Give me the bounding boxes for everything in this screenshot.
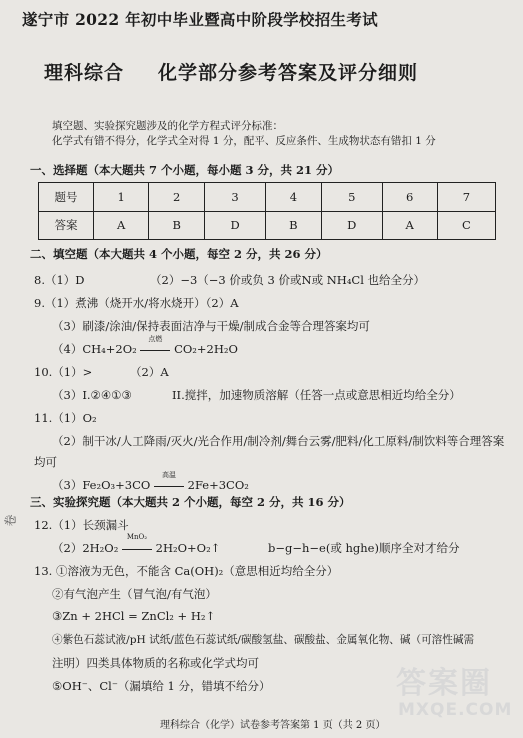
answer-q12-2: [52, 533, 221, 556]
answer-q13-3: ③Zn + 2HCl = ZnCl₂ + H₂↑: [52, 609, 216, 623]
condition-label: MnO₂: [126, 533, 148, 541]
reaction-condition: [140, 335, 170, 356]
answer-row: [39, 211, 496, 240]
reaction-arrow: [140, 350, 170, 351]
answer-q8-2: （2）−3（−3 价或负 3 价或N或 NH₄Cl 也给全分）: [150, 273, 426, 287]
answer-q10-2: （2）A: [130, 365, 169, 379]
answer-cell: B: [149, 211, 205, 240]
answer-q9-3: （3）刷漆/涂油/保持表面洁净与干燥/制成合金等合理答案均可: [52, 319, 370, 333]
answer-q11-1: 11.（1）O₂: [34, 411, 97, 425]
section-3-title: 三、实验探究题（本大题共 2 个小题，每空 2 分，共 16 分）: [30, 495, 351, 509]
answer-q13-4: ④紫色石蕊试液/pH 试纸/蓝色石蕊试纸/碳酸氢盐、碳酸盐、金属氧化物、碱（可溶性碱需: [52, 634, 475, 646]
equation-reactants: （4）CH₄+2O₂: [52, 342, 137, 356]
margin-mark: 卷: [3, 514, 18, 527]
answer-q13-5: ⑤OH⁻、Cl⁻（漏填给 1 分，错填不给分）: [52, 679, 271, 693]
equation-products: CO₂+2H₂O: [174, 342, 238, 356]
question-number: 2: [149, 183, 205, 212]
answer-q8-1: 8.（1）D: [34, 273, 85, 287]
watermark-logo: [388, 658, 518, 730]
question-number: 5: [321, 183, 382, 212]
reaction-condition: [122, 533, 152, 555]
equation-products: 2Fe+3CO₂: [187, 478, 249, 492]
scoring-note-1: 填空题、实验探究题涉及的化学方程式评分标准：: [52, 120, 283, 132]
equation-products: 2H₂O+O₂↑: [155, 541, 221, 555]
answer-q12-2c: b−g−h−e(或 hghe)顺序全对才给分: [268, 541, 460, 555]
question-number: 7: [437, 183, 495, 212]
answer-q10-3b: II.搅拌，加速物质溶解（任答一点或意思相近均给全分）: [172, 388, 461, 402]
answer-cell: A: [94, 211, 149, 240]
condition-label: 点燃: [148, 335, 163, 343]
answer-q10-1: 10.（1）>: [34, 365, 93, 379]
scoring-note-2: 化学式有错不得分，化学式全对得 1 分，配平、反应条件、生成物状态有错扣 1 分: [52, 135, 436, 147]
answer-cell: A: [382, 211, 437, 240]
reaction-condition: [154, 471, 184, 492]
exam-title: 遂宁市 2022 年初中毕业暨高中阶段学校招生考试: [22, 10, 378, 29]
answer-q11-2b: 均可: [34, 455, 57, 469]
question-number: 3: [205, 183, 266, 212]
answer-q9-1: 9.（1）煮沸（烧开水/将水烧开）（2）A: [34, 296, 239, 310]
answer-q13-2: ②有气泡产生（冒气泡/有气泡）: [52, 587, 217, 601]
reaction-arrow: [122, 549, 152, 550]
answer-cell: C: [437, 211, 495, 240]
answer-cell: B: [265, 211, 321, 240]
reaction-arrow: [154, 486, 184, 487]
row-label-answer: 答案: [39, 211, 94, 240]
watermark-line-2: MXQE.COM: [398, 700, 513, 720]
question-number: 1: [94, 183, 149, 212]
answer-q13-1: 13. ①溶液为无色，不能含 Ca(OH)₂（意思相近均给全分）: [34, 564, 339, 578]
answer-q10-3: （3）I.②④①③: [52, 388, 132, 402]
doc-title: 化学部分参考答案及评分细则: [158, 62, 419, 84]
answer-cell: D: [321, 211, 382, 240]
watermark-line-1: 答案圈: [396, 666, 492, 701]
answer-q13-4b: 注明）四类具体物质的名称或化学式均可: [52, 656, 259, 670]
condition-label: 高温: [161, 471, 176, 479]
page-footer: 理科综合（化学）试卷参考答案第 1 页（共 2 页）: [160, 720, 386, 731]
question-number: 6: [382, 183, 437, 212]
section-2-title: 二、填空题（本大题共 4 个小题，每空 2 分，共 26 分）: [30, 247, 328, 261]
equation-reactants: （3）Fe₂O₃+3CO: [52, 478, 151, 492]
answer-q12-1: 12.（1）长颈漏斗: [34, 518, 129, 532]
answer-q11-3: [52, 471, 249, 493]
document-title: [44, 58, 418, 85]
section-1-title: 一、选择题（本大题共 7 个小题，每小题 3 分，共 21 分）: [30, 163, 340, 177]
choice-answer-table: [38, 182, 496, 240]
question-number-row: [39, 183, 496, 212]
answer-q11-2: （2）制干冰/人工降雨/灭火/光合作用/制冷剂/舞台云雾/肥料/化工原料/制饮料等合理答案: [52, 434, 505, 448]
answer-cell: D: [205, 211, 266, 240]
subject-label: 理科综合: [44, 62, 125, 84]
row-label-question: 题号: [39, 183, 94, 212]
question-number: 4: [265, 183, 321, 212]
equation-reactants: （2）2H₂O₂: [52, 541, 119, 555]
answer-q9-4: [52, 335, 238, 357]
